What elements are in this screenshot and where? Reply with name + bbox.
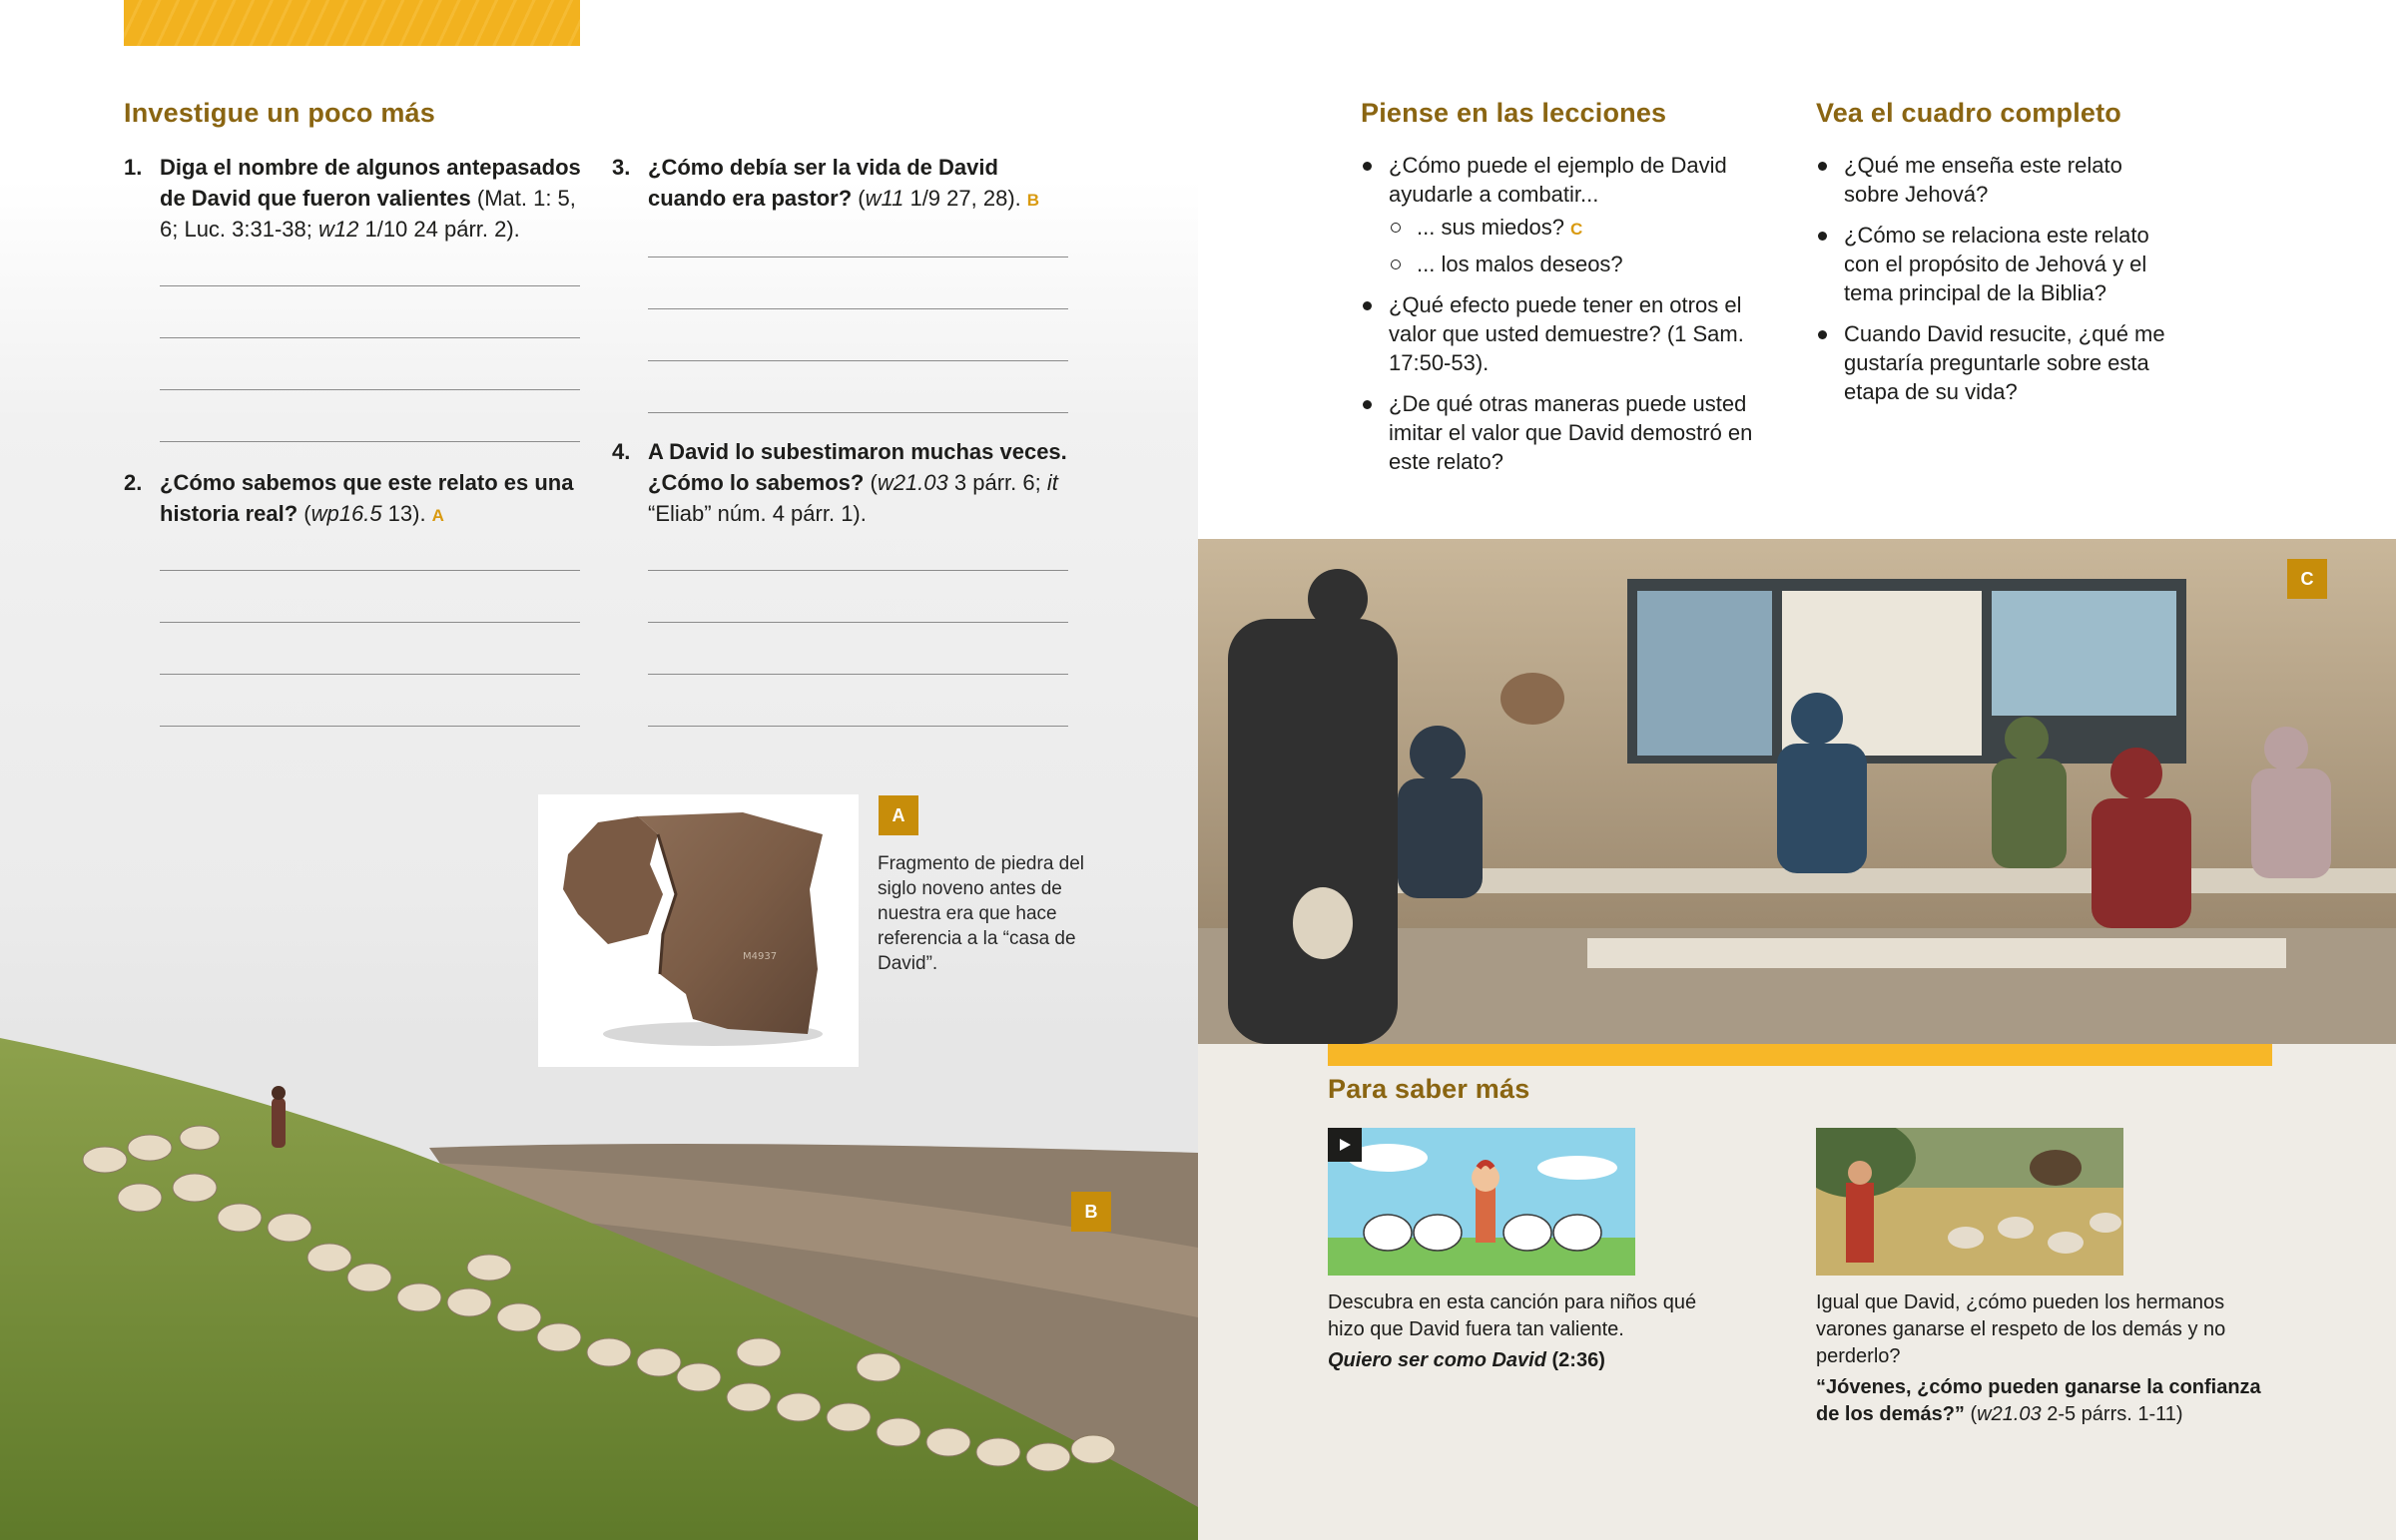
question-text: Diga el nombre de algunos antepasados de David que fueron valientes	[160, 155, 581, 211]
big-picture-item: ¿Qué me enseña este relato sobre Jehová?	[1816, 151, 2175, 209]
image-marker-a: A	[431, 506, 444, 525]
answer-lines-3[interactable]	[648, 257, 1068, 464]
video-title-link[interactable]: Quiero ser como David (2:36)	[1328, 1349, 1605, 1371]
question-number: 3.	[612, 155, 631, 180]
lesson-subitem	[1389, 250, 1790, 278]
image-badge-c: C	[2287, 559, 2327, 599]
article-description-text: Igual que David, ¿cómo pueden los hermanos varones ganarse el respeto de los demás y no perderlo?	[1816, 1291, 2226, 1367]
classroom-image	[1198, 539, 2396, 1044]
question-number: 4.	[612, 439, 631, 464]
lesson-subitem-text: ... los malos deseos?	[1417, 252, 1623, 276]
question-number: 2.	[124, 470, 143, 495]
image-badge-b: B	[1071, 1192, 1111, 1232]
question-reference: (Mat. 1: 5, 6; Luc. 3:31-38; w12 1/10 24 párr. 2).	[160, 186, 576, 242]
lesson-item: ¿De qué otras maneras puede usted imitar el valor que David demostró en este relato?	[1361, 389, 1790, 476]
image-badge-a: A	[879, 795, 918, 835]
big-picture-item: Cuando David resucite, ¿qué me gustaría preguntarle sobre esta etapa de su vida?	[1816, 319, 2175, 406]
shepherd-field-image	[0, 1038, 1198, 1540]
section-title-big-picture: Vea el cuadro completo	[1816, 98, 2122, 128]
answer-lines-2[interactable]	[160, 570, 580, 777]
section-title-learn-more: Para saber más	[1328, 1074, 1530, 1104]
stone-caption: Fragmento de piedra del siglo noveno antes de nuestra era que hace referencia a la “casa de David”.	[878, 853, 1085, 974]
question-number: 1.	[124, 155, 143, 180]
decorative-tab	[124, 0, 580, 46]
question-1	[124, 152, 583, 245]
question-reference: (w21.03 3 párr. 6; it “Eliab” núm. 4 párr. 1).	[648, 470, 1058, 526]
section-title-lessons: Piense en las lecciones	[1361, 98, 1667, 128]
question-reference: (wp16.5 13).	[298, 501, 426, 526]
section-title-research: Investigue un poco más	[124, 98, 435, 128]
video-description	[1328, 1289, 1727, 1374]
lesson-item	[1361, 151, 1790, 278]
question-4	[612, 436, 1071, 529]
play-icon[interactable]	[1328, 1128, 1362, 1162]
lesson-subitem	[1389, 213, 1790, 244]
lessons-list	[1361, 151, 1790, 488]
lesson-item: ¿Qué efecto puede tener en otros el valor que usted demuestre? (1 Sam. 17:50-53).	[1361, 290, 1790, 377]
video-description-text: Descubra en esta canción para niños qué hizo que David fuera tan valiente.	[1328, 1291, 1697, 1340]
lesson-subitem-text: ... sus miedos?	[1417, 215, 1564, 240]
lesson-text: ¿Cómo puede el ejemplo de David ayudarle a combatir...	[1389, 153, 1727, 207]
big-picture-item: ¿Cómo se relaciona este relato con el propósito de Jehová y el tema principal de la Biblia?	[1816, 221, 2175, 307]
image-marker-b: B	[1026, 191, 1040, 210]
question-reference: (w11 1/9 27, 28).	[852, 186, 1021, 211]
svg-text:M4937: M4937	[743, 951, 778, 962]
image-marker-c: C	[1569, 220, 1583, 239]
question-text: ¿Cómo debía ser la vida de David cuando era pastor?	[648, 155, 998, 211]
video-thumbnail[interactable]	[1328, 1128, 1635, 1276]
stone-fragment-image	[538, 794, 859, 1067]
big-picture-list	[1816, 151, 2175, 418]
question-2	[124, 467, 583, 531]
question-3	[612, 152, 1071, 216]
right-page	[1198, 0, 2396, 1540]
question-text: A David lo subestimaron muchas veces. ¿Cómo lo sabemos?	[648, 439, 1067, 495]
question-text: ¿Cómo sabemos que este relato es una historia real?	[160, 470, 574, 526]
learn-more-bar	[1328, 1044, 2272, 1066]
article-thumbnail[interactable]	[1816, 1128, 2123, 1276]
lesson-sublist	[1389, 213, 1790, 278]
article-title-link[interactable]: “Jóvenes, ¿cómo pueden ganarse la confianza de los demás?” (w21.03 2-5 párrs. 1-11)	[1816, 1376, 2261, 1425]
article-description	[1816, 1289, 2265, 1428]
answer-lines-4[interactable]	[648, 570, 1068, 777]
answer-lines-1[interactable]	[160, 285, 580, 493]
